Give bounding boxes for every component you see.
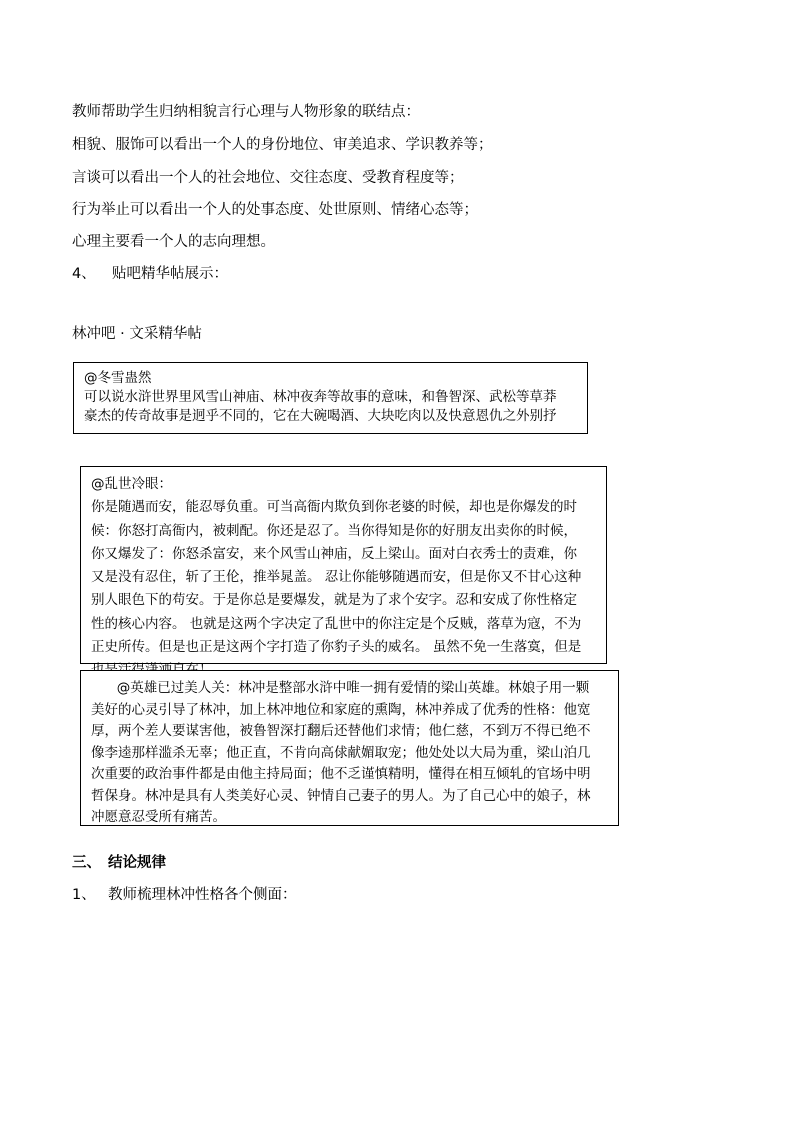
post-line: 像李逵那样滥杀无辜；他正直，不肯向高俅献媚取宠；他处处以大局为重，梁山泊几 bbox=[91, 744, 591, 761]
item-1-number: 1、 bbox=[72, 887, 96, 903]
intro-point-behavior: 行为举止可以看出一个人的处事态度、处世原则、情绪心态等； bbox=[72, 202, 478, 218]
item-4-label: 贴吧精华帖展示： bbox=[112, 266, 228, 282]
intro-heading: 教师帮助学生归纳相貌言行心理与人物形象的联结点： bbox=[72, 104, 420, 120]
post-line: 别人眼色下的苟安。于是你总是要爆发，就是为了求个安字。忍和安成了你性格定 bbox=[91, 592, 577, 609]
post-line: 性的核心内容。 也就是这两个字决定了乱世中的你注定是个反贼，落草为寇，不为 bbox=[91, 615, 582, 632]
item-4-number: 4、 bbox=[72, 266, 96, 282]
post-line: 又是没有忍住，斩了王伦，推举晁盖。 忍让你能够随遇而安，但是你又不甘心这种 bbox=[91, 569, 582, 586]
post-author: @乱世冷眼： bbox=[91, 476, 172, 492]
post-box-yingxiong bbox=[80, 670, 619, 826]
intro-point-psychology: 心理主要看一个人的志向理想。 bbox=[72, 234, 275, 250]
post-author-line: @英雄已过美人关：林冲是整部水浒中唯一拥有爱情的梁山英雄。林娘子用一颗 bbox=[91, 680, 590, 696]
section-3-heading bbox=[72, 851, 166, 872]
post-line: 美好的心灵引导了林冲，加上林冲地位和家庭的熏陶，林冲养成了优秀的性格：他宽 bbox=[91, 701, 591, 718]
post-line: 可以说水浒世界里风雪山神庙、林冲夜奔等故事的意味，和鲁智深、武松等草莽 bbox=[84, 389, 557, 405]
item-4 bbox=[72, 262, 228, 283]
item-1-label: 教师梳理林冲性格各个侧面： bbox=[108, 887, 297, 903]
post-line: 你又爆发了：你怒杀富安，来个风雪山神庙，反上梁山。面对白衣秀士的责难，你 bbox=[91, 545, 577, 562]
post-line: 豪杰的传奇故事是迥乎不同的，它在大碗喝酒、大块吃肉以及快意恩仇之外别抒 bbox=[84, 408, 557, 424]
forum-title: 林冲吧 · 文采精华帖 bbox=[72, 326, 202, 342]
post-line: 正史所传。但是也正是这两个字打造了你豹子头的威名。 虽然不免一生落寞，但是 bbox=[91, 639, 582, 656]
post-line: 候：你怒打高衙内，被刺配。你还是忍了。当你得知是你的好朋友出卖你的时候， bbox=[91, 522, 577, 539]
intro-point-appearance: 相貌、服饰可以看出一个人的身份地位、审美追求、学识教养等； bbox=[72, 137, 493, 153]
post-line: 厚，两个差人要谋害他，被鲁智深打翻后还替他们求情；他仁慈，不到万不得已绝不 bbox=[91, 723, 591, 739]
post-line: 哲保身。林冲是具有人类美好心灵、钟情自己妻子的男人。为了自己心中的娘子，林 bbox=[91, 787, 591, 804]
post-author: @冬雪蛊然 bbox=[84, 370, 152, 386]
post-line: 冲愿意忍受所有痛苦。 bbox=[91, 809, 226, 825]
post-box-luanshi bbox=[80, 466, 607, 664]
section-3-number: 三、 bbox=[72, 855, 101, 871]
section-3-title: 结论规律 bbox=[108, 855, 166, 871]
post-box-dongxue bbox=[73, 362, 588, 434]
post-line: 次重要的政治事件都是由他主持局面；他不乏谨慎精明，懂得在相互倾轧的官场中明 bbox=[91, 766, 591, 782]
intro-point-speech: 言谈可以看出一个人的社会地位、交往态度、受教育程度等； bbox=[72, 170, 464, 186]
item-1 bbox=[72, 883, 297, 904]
post-line: 你是随遇而安，能忍辱负重。可当高衙内欺负到你老婆的时候，却也是你爆发的时 bbox=[91, 499, 577, 516]
